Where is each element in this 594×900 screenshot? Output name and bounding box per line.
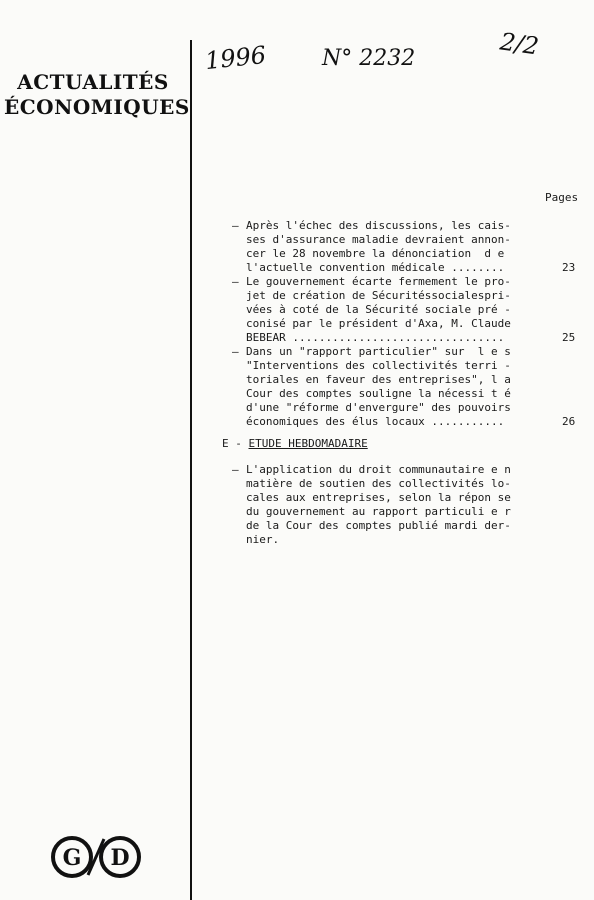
- entry-line: L'application du droit communautaire e n: [246, 463, 511, 476]
- entry-line: l'actuelle convention médicale ........: [246, 261, 505, 274]
- handwritten-year: 1996: [203, 40, 268, 76]
- logo-letter-d: D: [110, 845, 130, 871]
- pages-column-label: Pages: [545, 191, 579, 204]
- masthead-line-2: ÉCONOMIQUES: [4, 95, 190, 119]
- entry-line: cer le 28 novembre la dénonciation d e: [246, 247, 505, 260]
- entry-line: "Interventions des collectivités terri -: [246, 359, 511, 372]
- entry-line: Cour des comptes souligne la nécessi t é: [246, 387, 511, 400]
- section-title: ETUDE HEBDOMADAIRE: [248, 437, 368, 450]
- page-number: 23: [562, 261, 576, 274]
- entry-line: nier.: [246, 533, 280, 546]
- vertical-divider: [190, 40, 192, 900]
- entry-line: cales aux entreprises, selon la répon se: [246, 491, 511, 504]
- page-number: 26: [562, 415, 576, 428]
- section-entry: [232, 463, 532, 547]
- entry-line: ses d'assurance maladie devraient annon-: [246, 233, 511, 246]
- masthead-line-1: ACTUALITÉS: [17, 70, 169, 94]
- page-number: 25: [562, 331, 576, 344]
- entry-line: vées à coté de la Sécurité sociale pré -: [246, 303, 511, 316]
- entry-line: économiques des élus locaux ...........: [246, 415, 505, 428]
- logo-letter-g: G: [62, 845, 82, 871]
- toc-entry: [232, 345, 532, 429]
- entry-line: d'une "réforme d'envergure" des pouvoirs: [246, 401, 511, 414]
- entry-dash: –: [232, 275, 239, 288]
- entry-line: jet de création de Sécuritéssocialespri-: [246, 289, 511, 302]
- handwritten-issue-number: N° 2232: [322, 46, 416, 71]
- entry-dash: –: [232, 219, 239, 232]
- publisher-logo: [48, 835, 144, 879]
- toc-entry: [232, 219, 532, 275]
- entry-line: matière de soutien des collectivités lo-: [246, 477, 511, 490]
- entry-line: du gouvernement au rapport particuli e r: [246, 505, 511, 518]
- entry-line: BEBEAR ................................: [246, 331, 505, 344]
- entry-line: Dans un "rapport particulier" sur l e s: [246, 345, 511, 358]
- entry-line: toriales en faveur des entreprises", l a: [246, 373, 511, 386]
- entry-line: de la Cour des comptes publié mardi der-: [246, 519, 511, 532]
- entry-line: Le gouvernement écarte fermement le pro-: [246, 275, 511, 288]
- toc-entry: [232, 275, 532, 345]
- handwritten-part: 2/2: [498, 27, 541, 61]
- entry-line: conisé par le président d'Axa, M. Claude: [246, 317, 511, 330]
- entry-line: Après l'échec des discussions, les cais-: [246, 219, 511, 232]
- entry-dash: –: [232, 463, 239, 476]
- masthead: [4, 70, 190, 120]
- section-heading: [222, 437, 368, 451]
- section-letter: E -: [222, 437, 242, 450]
- entry-dash: –: [232, 345, 239, 358]
